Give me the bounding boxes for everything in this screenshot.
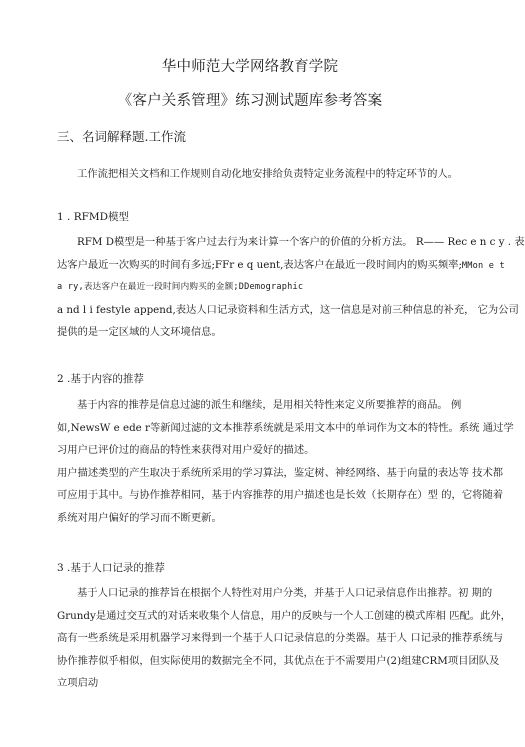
paragraph-line: Grundy是通过交互式的对话来收集个人信息，用户的反映与一个人工创建的模式库相 匹配。此外，	[57, 609, 511, 622]
paragraph-line: 如,NewsW e ede r等新闻过滤的文本推荐系统就是采用文本中的单词作为文本的特性。系统 通过学	[57, 421, 514, 434]
document-subtitle: 《客户关系管理》练习测试题库参考答案	[117, 93, 383, 109]
paragraph-line: 提供的是一定区域的人文环境信息。	[57, 326, 222, 338]
paragraph-line: 高有一些系统是采用机器学习来得到一个基于人口记录信息的分类器。基于人 口记录的推荐系统与	[57, 632, 504, 644]
content-rec-paragraph	[57, 394, 514, 529]
demo-rec-paragraph	[57, 582, 511, 695]
paragraph-line: 基于人口记录的推荐旨在根据个人特性对用户分类，并基于人口记录信息作出推荐。初 期的	[77, 587, 493, 599]
paragraph-line: a nd l i festyle append,表达人口记录资料和生活方式，这一信息是对前三种信息的补充， 它为公司	[57, 303, 519, 316]
paragraph-line: a ry,表达客户在最近一段时间内购买的金额;DDemographic	[57, 282, 304, 292]
paragraph-line: 立项启动	[57, 677, 99, 689]
paragraph-line	[57, 254, 505, 277]
paragraph-line: 系统对用户偏好的学习而不断更新。	[57, 511, 222, 524]
paragraph-line: 可应用于其中。与协作推荐相同，基于内容推荐的用户描述也是长效（长期存在）型 的，它将随着	[57, 489, 504, 501]
document-title: 华中师范大学网络教育学院	[161, 59, 339, 75]
paragraph-text: 达客户最近一次购买的时间有多远;FFr e q uent,表达客户在最近一段时间内的购买频率;	[57, 258, 462, 271]
paragraph-text-mono: MMon e t	[461, 260, 505, 271]
paragraph-line: 用户描述类型的产生取决于系统所采用的学习算法，鉴定树、神经网络、基于向量的表达等 技术都	[57, 466, 504, 479]
paragraph-line: 协作推荐似乎相似，但实际使用的数据完全不同，其优点在于不需要用户(2)组建CRM项目团队及	[57, 654, 500, 667]
rfmd-paragraph	[57, 231, 525, 344]
paragraph-line: 工作流把相关文档和工作规则自动化地安排给负责特定业务流程中的特定环节的人。	[77, 168, 458, 180]
demo-rec-heading: 3 .基于人口记录的推荐	[57, 562, 165, 574]
paragraph-line: RFM D模型是一种基于客户过去行为来计算一个客户的价值的分析方法。 R—— Rec e n c y . 表	[77, 236, 525, 248]
workflow-definition	[57, 163, 458, 186]
paragraph-line: 基于内容的推荐是信息过滤的派生和继续，是用相关特性来定义所要推荐的商品。 例	[77, 399, 462, 411]
rfmd-heading: 1 . RFMD模型	[57, 211, 130, 223]
paragraph-line: 习用户已评价过的商品的特性来获得对用户爱好的描述。	[57, 444, 315, 456]
content-rec-heading: 2 .基于内容的推荐	[57, 373, 144, 385]
section-heading: 三、名词解释题.工作流	[57, 129, 186, 144]
